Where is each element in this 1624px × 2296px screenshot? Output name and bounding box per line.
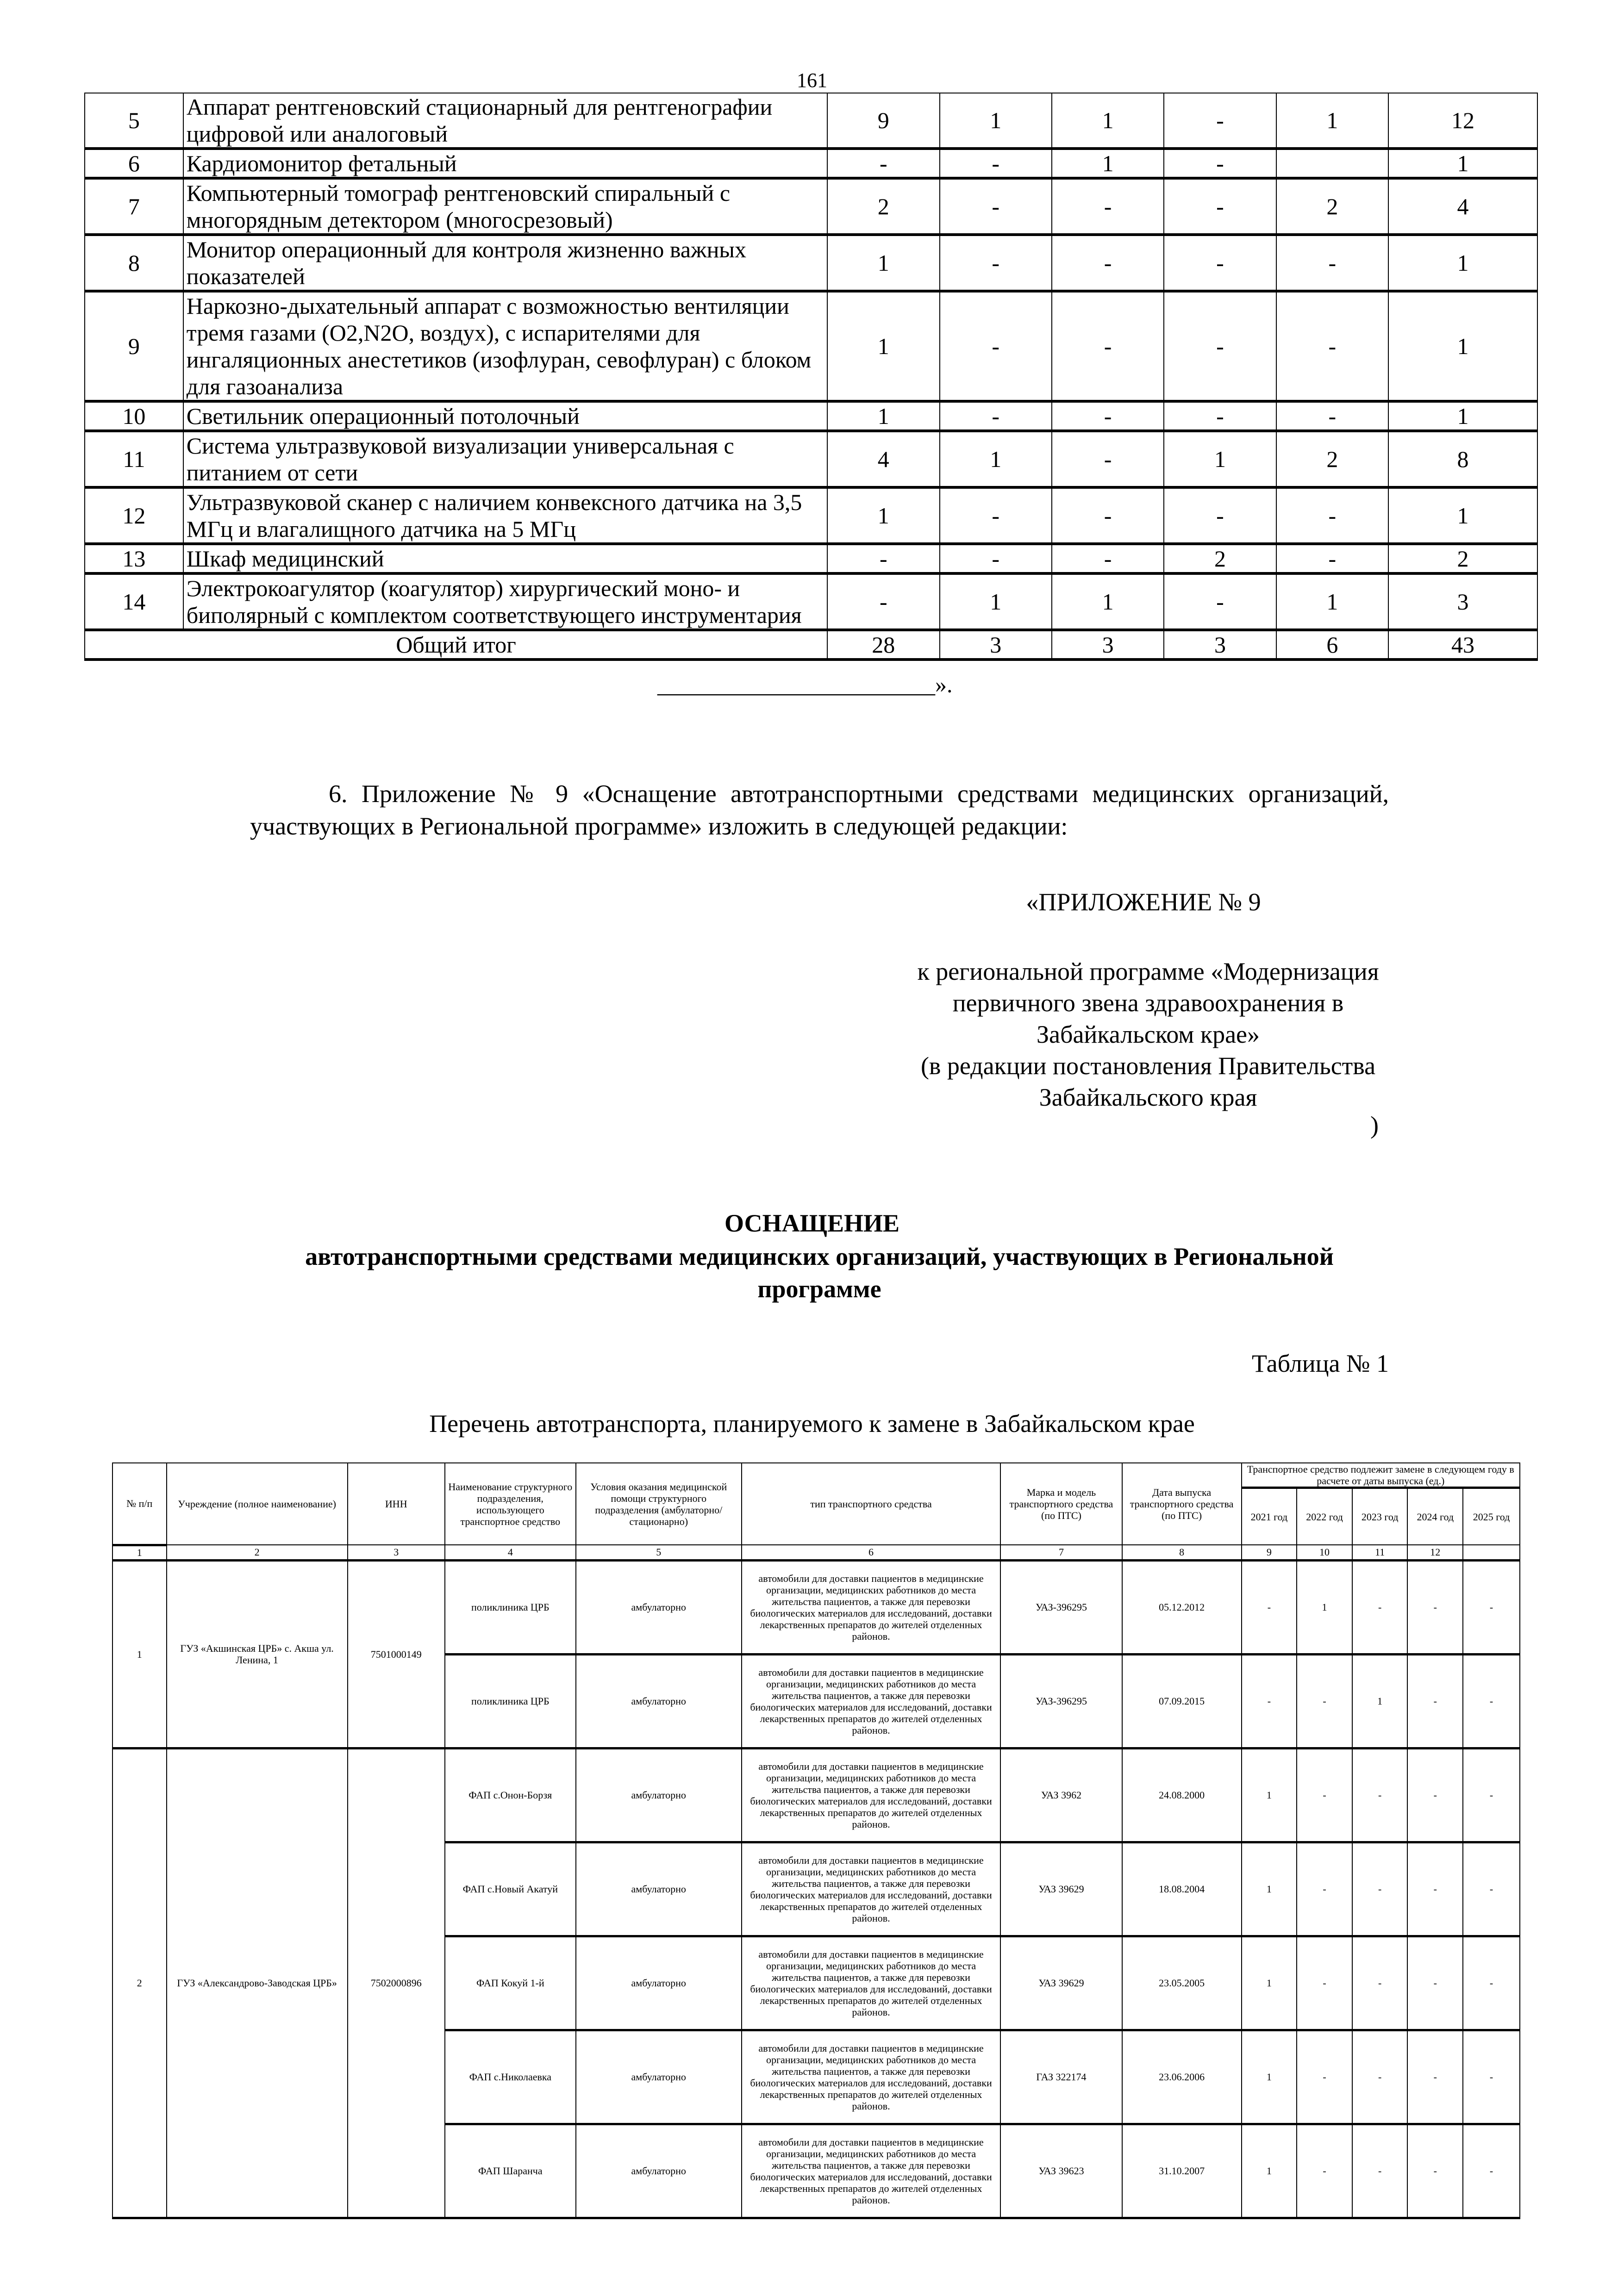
quantity-cell: 1 — [827, 401, 940, 431]
row-total: 3 — [1388, 573, 1537, 630]
quantity-cell: 1 — [1052, 93, 1164, 149]
quantity-cell: 1 — [1052, 573, 1164, 630]
column-number: 3 — [348, 1545, 445, 1560]
vehicle-model: УАЗ 39629 — [1000, 1842, 1122, 1936]
column-number: 2 — [167, 1545, 348, 1560]
appendix-body — [847, 956, 1449, 1113]
row-number: 8 — [85, 235, 183, 291]
row-total: 1 — [1388, 149, 1537, 178]
release-date: 24.08.2000 — [1122, 1748, 1242, 1842]
total-row — [85, 630, 1537, 660]
quantity-cell: - — [1052, 291, 1164, 401]
column-number: 11 — [1352, 1545, 1408, 1560]
year-replacement-cell: - — [1463, 1560, 1520, 1654]
column-number: 6 — [742, 1545, 1001, 1560]
year-replacement-cell: - — [1463, 1842, 1520, 1936]
quantity-cell: - — [1164, 401, 1276, 431]
vehicle-row — [112, 1560, 1520, 1654]
quantity-cell: - — [1276, 401, 1388, 431]
year-replacement-cell: - — [1463, 2124, 1520, 2218]
appendix-line: к региональной программе «Модернизация — [917, 958, 1379, 985]
closing-mark: ________________________». — [657, 672, 953, 697]
quantity-cell: - — [1164, 573, 1276, 630]
header-institution: Учреждение (полное наименование) — [167, 1463, 348, 1545]
vehicle-model: УАЗ 3962 — [1000, 1748, 1122, 1842]
row-number: 13 — [85, 544, 183, 573]
grand-total: 43 — [1388, 630, 1537, 660]
quantity-cell: 1 — [940, 431, 1052, 487]
year-replacement-cell: - — [1352, 1560, 1408, 1654]
year-replacement-cell: - — [1297, 1936, 1352, 2030]
year-replacement-cell: 1 — [1242, 2124, 1297, 2218]
header-year-2025: 2025 год — [1463, 1488, 1520, 1545]
vehicle-type: автомобили для доставки пациентов в медицинские организации, медицинских работников до места жительства пациентов, а также для перевозки биологических материалов для исследований, доставки лекарственных препаратов до жителей отделенных районов. — [742, 1560, 1001, 1654]
year-replacement-cell: - — [1407, 1936, 1463, 2030]
equipment-table — [84, 93, 1538, 661]
conditions-value: амбулаторно — [576, 1560, 742, 1654]
quantity-cell: - — [1164, 487, 1276, 544]
conditions-value: амбулаторно — [576, 2124, 742, 2218]
inn-value: 7501000149 — [348, 1560, 445, 1748]
equipment-name: Монитор операционный для контроля жизненно важных показателей — [183, 235, 827, 291]
equipment-name: Аппарат рентгеновский стационарный для рентгенографии цифровой или аналоговый — [183, 93, 827, 149]
year-replacement-cell: - — [1352, 2124, 1408, 2218]
year-replacement-cell: - — [1352, 1936, 1408, 2030]
row-total: 4 — [1388, 178, 1537, 235]
release-date: 18.08.2004 — [1122, 1842, 1242, 1936]
vehicle-model: УАЗ 39623 — [1000, 2124, 1122, 2218]
release-date: 23.06.2006 — [1122, 2030, 1242, 2124]
year-replacement-cell: 1 — [1242, 1936, 1297, 2030]
year-replacement-cell: - — [1407, 2124, 1463, 2218]
subdivision-name: ФАП с.Онон-Борзя — [445, 1748, 576, 1842]
row-total: 12 — [1388, 93, 1537, 149]
document-subheading: автотранспортными средствами медицинских организаций, участвующих в Региональной программе — [305, 1243, 1334, 1303]
header-year-2022: 2022 год — [1297, 1488, 1352, 1545]
quantity-cell: 1 — [827, 235, 940, 291]
quantity-cell: - — [827, 573, 940, 630]
equipment-row — [85, 401, 1537, 431]
row-total: 1 — [1388, 291, 1537, 401]
column-number: 10 — [1297, 1545, 1352, 1560]
equipment-row — [85, 93, 1537, 149]
equipment-name: Светильник операционный потолочный — [183, 401, 827, 431]
appendix-title: «ПРИЛОЖЕНИЕ № 9 — [1026, 888, 1261, 916]
year-replacement-cell: - — [1352, 1842, 1408, 1936]
vehicle-type: автомобили для доставки пациентов в медицинские организации, медицинских работников до места жительства пациентов, а также для перевозки биологических материалов для исследований, доставки лекарственных препаратов до жителей отделенных районов. — [742, 1936, 1001, 2030]
column-number: 1 — [112, 1545, 167, 1560]
year-replacement-cell: - — [1407, 1842, 1463, 1936]
header-type: тип транспортного средства — [742, 1463, 1001, 1545]
subdivision-name: ФАП Кокуй 1-й — [445, 1936, 576, 2030]
column-number: 7 — [1000, 1545, 1122, 1560]
equipment-row — [85, 291, 1537, 401]
year-replacement-cell: - — [1242, 1560, 1297, 1654]
appendix-line: Забайкальского края — [1039, 1083, 1257, 1111]
year-replacement-cell: 1 — [1242, 1748, 1297, 1842]
vehicle-type: автомобили для доставки пациентов в медицинские организации, медицинских работников до места жительства пациентов, а также для перевозки биологических материалов для исследований, доставки лекарственных препаратов до жителей отделенных районов. — [742, 2124, 1001, 2218]
institution-name: ГУЗ «Александрово-Заводская ЦРБ» — [167, 1748, 348, 2218]
group-number: 1 — [112, 1560, 167, 1748]
quantity-cell: 1 — [1276, 93, 1388, 149]
year-replacement-cell: - — [1352, 1748, 1408, 1842]
header-year-2021: 2021 год — [1242, 1488, 1297, 1545]
conditions-value: амбулаторно — [576, 1654, 742, 1748]
row-total: 1 — [1388, 487, 1537, 544]
vehicle-type: автомобили для доставки пациентов в медицинские организации, медицинских работников до места жительства пациентов, а также для перевозки биологических материалов для исследований, доставки лекарственных препаратов до жителей отделенных районов. — [742, 1748, 1001, 1842]
year-replacement-cell: - — [1297, 1654, 1352, 1748]
quantity-cell: - — [940, 544, 1052, 573]
quantity-cell: - — [940, 291, 1052, 401]
conditions-value: амбулаторно — [576, 1842, 742, 1936]
total-cell: 6 — [1276, 630, 1388, 660]
quantity-cell: 1 — [1052, 149, 1164, 178]
quantity-cell: - — [1164, 291, 1276, 401]
institution-name: ГУЗ «Акшинская ЦРБ» с. Акша ул. Ленина, 1 — [167, 1560, 348, 1748]
year-replacement-cell: - — [1297, 1842, 1352, 1936]
quantity-cell: - — [940, 235, 1052, 291]
quantity-cell: - — [940, 178, 1052, 235]
quantity-cell: - — [1276, 235, 1388, 291]
column-number: 5 — [576, 1545, 742, 1560]
row-number: 14 — [85, 573, 183, 630]
equipment-name: Электрокоагулятор (коагулятор) хирургический моно- и биполярный с комплектом соответствующего инструментария — [183, 573, 827, 630]
equipment-row — [85, 487, 1537, 544]
quantity-cell: 4 — [827, 431, 940, 487]
year-replacement-cell: - — [1297, 1748, 1352, 1842]
appendix-line: (в редакции постановления Правительства — [920, 1052, 1376, 1080]
vehicle-row — [112, 1748, 1520, 1842]
column-number: 9 — [1242, 1545, 1297, 1560]
quantity-cell: - — [1052, 487, 1164, 544]
equipment-name: Компьютерный томограф рентгеновский спиральный с многорядным детектором (многосрезовый) — [183, 178, 827, 235]
quantity-cell: - — [1276, 291, 1388, 401]
row-number: 12 — [85, 487, 183, 544]
total-cell: 3 — [1164, 630, 1276, 660]
release-date: 31.10.2007 — [1122, 2124, 1242, 2218]
quantity-cell: 1 — [827, 487, 940, 544]
row-number: 9 — [85, 291, 183, 401]
year-replacement-cell: - — [1352, 2030, 1408, 2124]
quantity-cell: - — [827, 544, 940, 573]
vehicle-model: ГАЗ 322174 — [1000, 2030, 1122, 2124]
quantity-cell: 2 — [1276, 178, 1388, 235]
subdivision-name: ФАП с.Николаевка — [445, 2030, 576, 2124]
equipment-row — [85, 431, 1537, 487]
page-number: 161 — [797, 69, 827, 92]
row-total: 8 — [1388, 431, 1537, 487]
row-number: 5 — [85, 93, 183, 149]
subdivision-name: поликлиника ЦРБ — [445, 1560, 576, 1654]
year-replacement-cell: - — [1242, 1654, 1297, 1748]
table-caption: Перечень автотранспорта, планируемого к замене в Забайкальском крае — [429, 1410, 1195, 1437]
group-number: 2 — [112, 1748, 167, 2218]
quantity-cell: - — [940, 401, 1052, 431]
header-year-2023: 2023 год — [1352, 1488, 1408, 1545]
quantity-cell: - — [1164, 235, 1276, 291]
vehicle-table — [112, 1462, 1520, 2219]
quantity-cell: 1 — [1164, 431, 1276, 487]
subdivision-name: ФАП с.Новый Акатуй — [445, 1842, 576, 1936]
document-heading: ОСНАЩЕНИЕ — [725, 1209, 899, 1237]
quantity-cell: - — [1052, 178, 1164, 235]
quantity-cell: 1 — [827, 291, 940, 401]
conditions-value: амбулаторно — [576, 2030, 742, 2124]
equipment-name: Система ультразвуковой визуализации универсальная с питанием от сети — [183, 431, 827, 487]
year-replacement-cell: - — [1407, 2030, 1463, 2124]
header-conditions: Условия оказания медицинской помощи структурного подразделения (амбулаторно/стационарно) — [576, 1463, 742, 1545]
row-number: 7 — [85, 178, 183, 235]
year-replacement-cell: - — [1297, 2124, 1352, 2218]
appendix-line: первичного звена здравоохранения в — [952, 989, 1344, 1017]
row-number: 6 — [85, 149, 183, 178]
vehicle-type: автомобили для доставки пациентов в медицинские организации, медицинских работников до места жительства пациентов, а также для перевозки биологических материалов для исследований, доставки лекарственных препаратов до жителей отделенных районов. — [742, 2030, 1001, 2124]
year-replacement-cell: 1 — [1297, 1560, 1352, 1654]
row-number: 11 — [85, 431, 183, 487]
vehicle-model: УАЗ-396295 — [1000, 1654, 1122, 1748]
header-replacement-group: Транспортное средство подлежит замене в следующем году в расчете от даты выпуска (ед.) — [1242, 1463, 1520, 1488]
header-date: Дата выпуска транспортного средства (по ПТС) — [1122, 1463, 1242, 1545]
quantity-cell: - — [1276, 544, 1388, 573]
equipment-name: Кардиомонитор фетальный — [183, 149, 827, 178]
quantity-cell: 2 — [1164, 544, 1276, 573]
total-cell: 3 — [940, 630, 1052, 660]
total-cell: 3 — [1052, 630, 1164, 660]
total-cell: 28 — [827, 630, 940, 660]
year-replacement-cell: 1 — [1352, 1654, 1408, 1748]
year-replacement-cell: - — [1407, 1748, 1463, 1842]
conditions-value: амбулаторно — [576, 1748, 742, 1842]
quantity-cell — [1276, 149, 1388, 178]
quantity-cell: - — [1052, 431, 1164, 487]
inn-value: 7502000896 — [348, 1748, 445, 2218]
row-total: 1 — [1388, 235, 1537, 291]
quantity-cell: 1 — [1276, 573, 1388, 630]
quantity-cell: 2 — [1276, 431, 1388, 487]
equipment-name: Шкаф медицинский — [183, 544, 827, 573]
year-replacement-cell: 1 — [1242, 2030, 1297, 2124]
quantity-cell: - — [940, 149, 1052, 178]
column-number: 8 — [1122, 1545, 1242, 1560]
quantity-cell: - — [827, 149, 940, 178]
column-number: 4 — [445, 1545, 576, 1560]
quantity-cell: 2 — [827, 178, 940, 235]
subdivision-name: ФАП Шаранча — [445, 2124, 576, 2218]
release-date: 05.12.2012 — [1122, 1560, 1242, 1654]
quantity-cell: 9 — [827, 93, 940, 149]
year-replacement-cell: - — [1407, 1560, 1463, 1654]
quantity-cell: - — [1052, 544, 1164, 573]
year-replacement-cell: - — [1297, 2030, 1352, 2124]
quantity-cell: - — [1164, 149, 1276, 178]
equipment-row — [85, 149, 1537, 178]
equipment-row — [85, 544, 1537, 573]
vehicle-model: УАЗ 39629 — [1000, 1936, 1122, 2030]
quantity-cell: - — [1164, 178, 1276, 235]
column-number — [1463, 1545, 1520, 1560]
year-replacement-cell: 1 — [1242, 1842, 1297, 1936]
year-replacement-cell: - — [1407, 1654, 1463, 1748]
quantity-cell: - — [1052, 401, 1164, 431]
vehicle-type: автомобили для доставки пациентов в медицинские организации, медицинских работников до места жительства пациентов, а также для перевозки биологических материалов для исследований, доставки лекарственных препаратов до жителей отделенных районов. — [742, 1654, 1001, 1748]
vehicle-model: УАЗ-396295 — [1000, 1560, 1122, 1654]
quantity-cell: - — [1164, 93, 1276, 149]
row-total: 1 — [1388, 401, 1537, 431]
quantity-cell: 1 — [940, 93, 1052, 149]
header-no: № п/п — [112, 1463, 167, 1545]
appendix-line: Забайкальском крае» — [1036, 1020, 1260, 1048]
appendix-closing-paren: ) — [1370, 1111, 1379, 1139]
equipment-name: Наркозно-дыхательный аппарат с возможностью вентиляции тремя газами (О2,N2O, воздух), с испарителями для ингаляционных анестетиков (изофлуран, севофлуран) с блоком для газоанализа — [183, 291, 827, 401]
row-number: 10 — [85, 401, 183, 431]
paragraph-6: 6. Приложение № 9 «Оснащение автотранспортными средствами медицинских организаций, участвующих в Региональной программе» изложить в следующей редакции: — [250, 780, 1389, 840]
vehicle-type: автомобили для доставки пациентов в медицинские организации, медицинских работников до места жительства пациентов, а также для перевозки биологических материалов для исследований, доставки лекарственных препаратов до жителей отделенных районов. — [742, 1842, 1001, 1936]
quantity-cell: 1 — [940, 573, 1052, 630]
header-model: Марка и модель транспортного средства (по ПТС) — [1000, 1463, 1122, 1545]
header-subdivision: Наименование структурного подразделения, использующего транспортное средство — [445, 1463, 576, 1545]
table-number: Таблица № 1 — [1252, 1350, 1389, 1377]
year-replacement-cell: - — [1463, 1748, 1520, 1842]
release-date: 07.09.2015 — [1122, 1654, 1242, 1748]
year-replacement-cell: - — [1463, 1936, 1520, 2030]
quantity-cell: - — [1052, 235, 1164, 291]
conditions-value: амбулаторно — [576, 1936, 742, 2030]
subdivision-name: поликлиника ЦРБ — [445, 1654, 576, 1748]
quantity-cell: - — [1276, 487, 1388, 544]
quantity-cell: - — [940, 487, 1052, 544]
year-replacement-cell: - — [1463, 2030, 1520, 2124]
release-date: 23.05.2005 — [1122, 1936, 1242, 2030]
equipment-row — [85, 573, 1537, 630]
header-inn: ИНН — [348, 1463, 445, 1545]
equipment-name: Ультразвуковой сканер с наличием конвексного датчика на 3,5 МГц и влагалищного датчика на 5 МГц — [183, 487, 827, 544]
header-year-2024: 2024 год — [1407, 1488, 1463, 1545]
row-total: 2 — [1388, 544, 1537, 573]
equipment-row — [85, 235, 1537, 291]
equipment-row — [85, 178, 1537, 235]
column-number: 12 — [1407, 1545, 1463, 1560]
year-replacement-cell: - — [1463, 1654, 1520, 1748]
total-label: Общий итог — [85, 630, 827, 660]
